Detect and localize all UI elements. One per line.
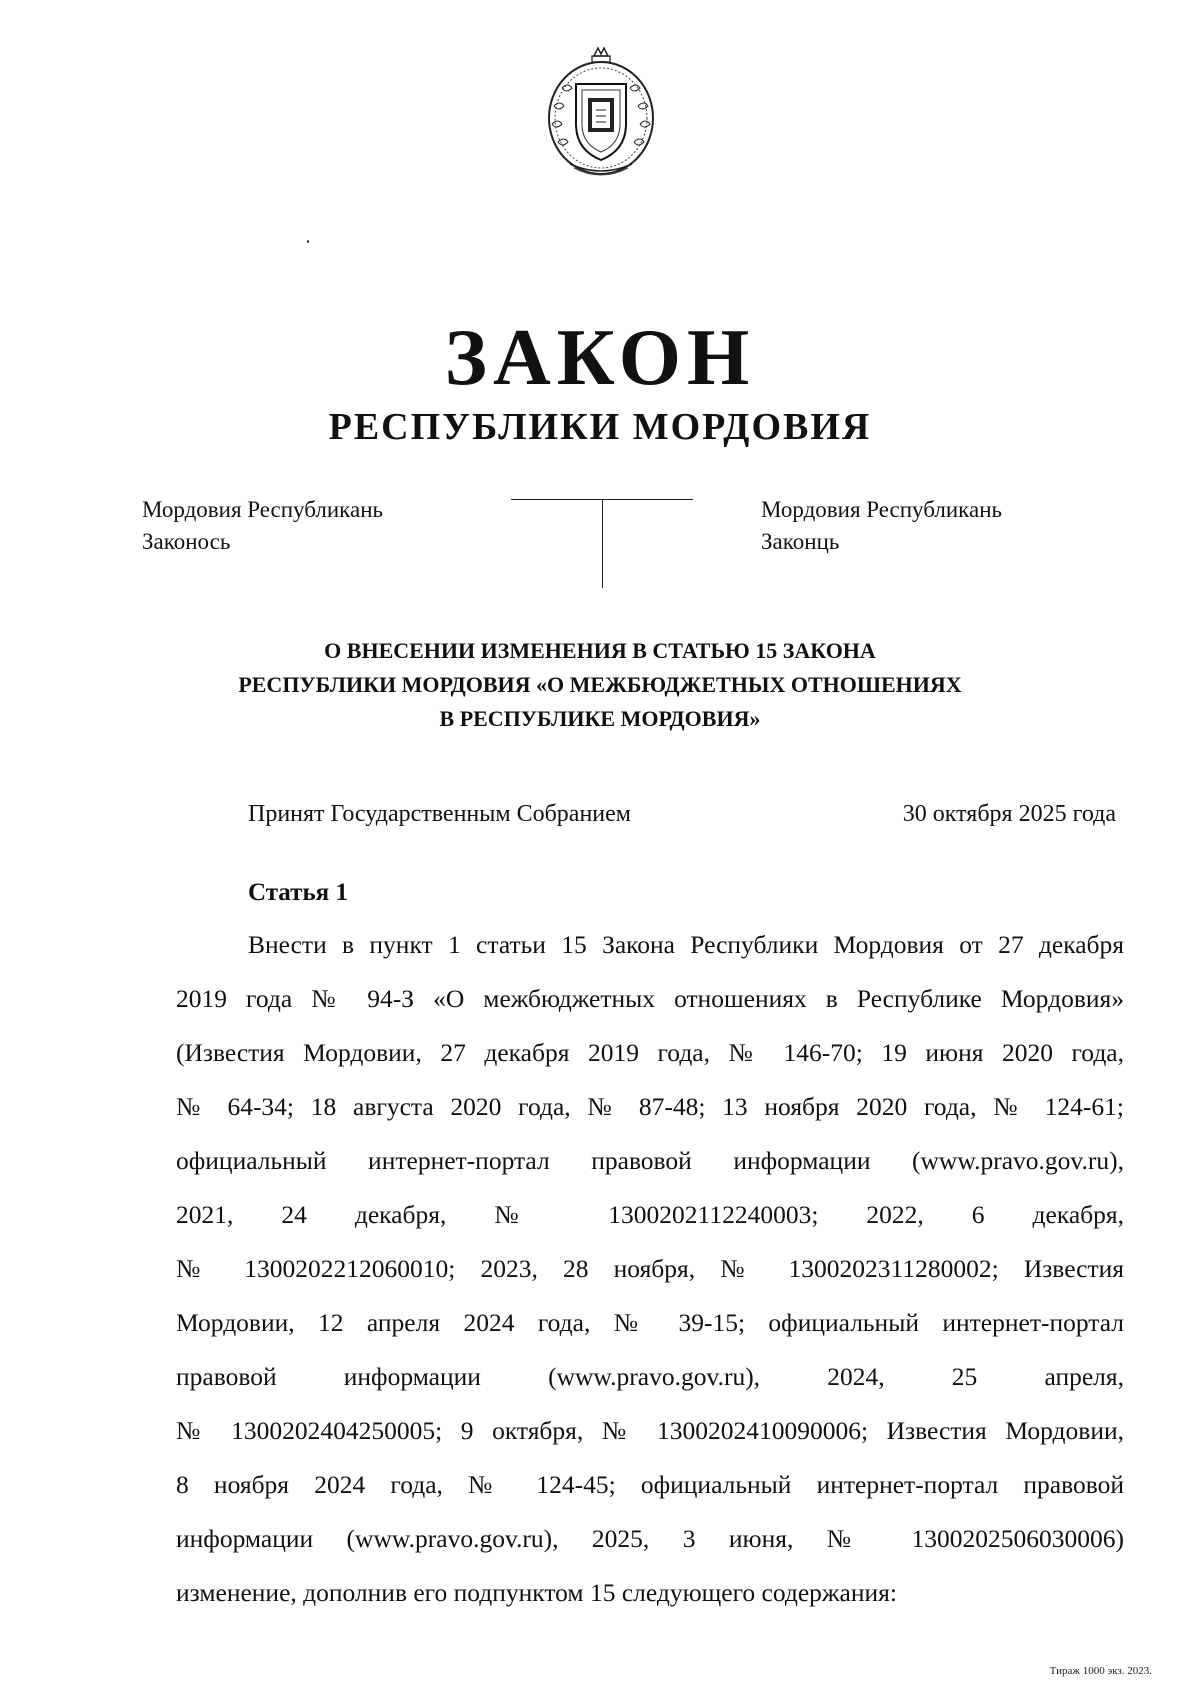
article-text-line: Мордовии, 12 апреля 2024 года, № 39-15; официальный интернет-портал [176,1308,1124,1337]
article-text-line: Внести в пункт 1 статьи 15 Закона Республики Мордовия от 27 декабря [248,930,1124,959]
coat-of-arms-emblem [542,46,660,180]
mokshan-title-line-2: Законось [142,529,231,554]
article-text-line: (Известия Мордовии, 27 декабря 2019 года, № 146-70; 19 июня 2020 года, [176,1038,1124,1067]
adoption-label: Принят Государственным Собранием [248,801,631,827]
article-text-line: 2019 года № 94-З «О межбюджетных отношениях в Республике Мордовия» [176,984,1124,1013]
article-text-line: официальный интернет-портал правовой информации (www.pravo.gov.ru), [176,1146,1124,1175]
document-title-line-2: РЕСПУБЛИКИ МОРДОВИЯ «О МЕЖБЮДЖЕТНЫХ ОТНОШЕНИЯХ [238,672,962,697]
article-text-line: 8 ноября 2024 года, № 124-45; официальный интернет-портал правовой [176,1470,1124,1499]
scan-artifact-dot [307,240,309,243]
document-title-line-3: В РЕСПУБЛИКЕ МОРДОВИЯ» [439,706,761,731]
article-text-line: информации (www.pravo.gov.ru), 2025, 3 июня, № 1300202506030006) [176,1524,1124,1553]
erzyan-title-line-1: Мордовия Республикань [761,497,1003,522]
article-text-line: правовой информации (www.pravo.gov.ru), 2024, 25 апреля, [176,1362,1124,1391]
article-text-line: 2021, 24 декабря, № 1300202112240003; 2022, 6 декабря, [176,1200,1124,1229]
article-text-line: № 64-34; 18 августа 2020 года, № 87-48; 13 ноября 2020 года, № 124-61; [176,1092,1124,1121]
mokshan-title-line-1: Мордовия Республикань [142,497,384,522]
adoption-date: 30 октября 2025 года [902,801,1116,827]
erzyan-title-block [761,494,1002,558]
header-divider-vertical [602,499,603,588]
law-heading: ЗАКОН [444,314,756,402]
article-text-line: № 1300202404250005; 9 октября, № 1300202410090006; Известия Мордовии, [176,1416,1124,1445]
law-subheading: РЕСПУБЛИКИ МОРДОВИЯ [328,406,872,448]
article-heading: Статья 1 [248,879,348,906]
article-text-line: изменение, дополнив его подпунктом 15 следующего содержания: [176,1578,897,1607]
article-text-line: № 1300202212060010; 2023, 28 ноября, № 1300202311280002; Известия [176,1254,1124,1283]
document-title-line-1: О ВНЕСЕНИИ ИЗМЕНЕНИЯ В СТАТЬЮ 15 ЗАКОНА [324,638,876,663]
erzyan-title-line-2: Законць [761,529,840,554]
print-run-note: Тираж 1000 экз. 2023. [1049,1665,1152,1677]
mokshan-title-block [142,494,383,558]
